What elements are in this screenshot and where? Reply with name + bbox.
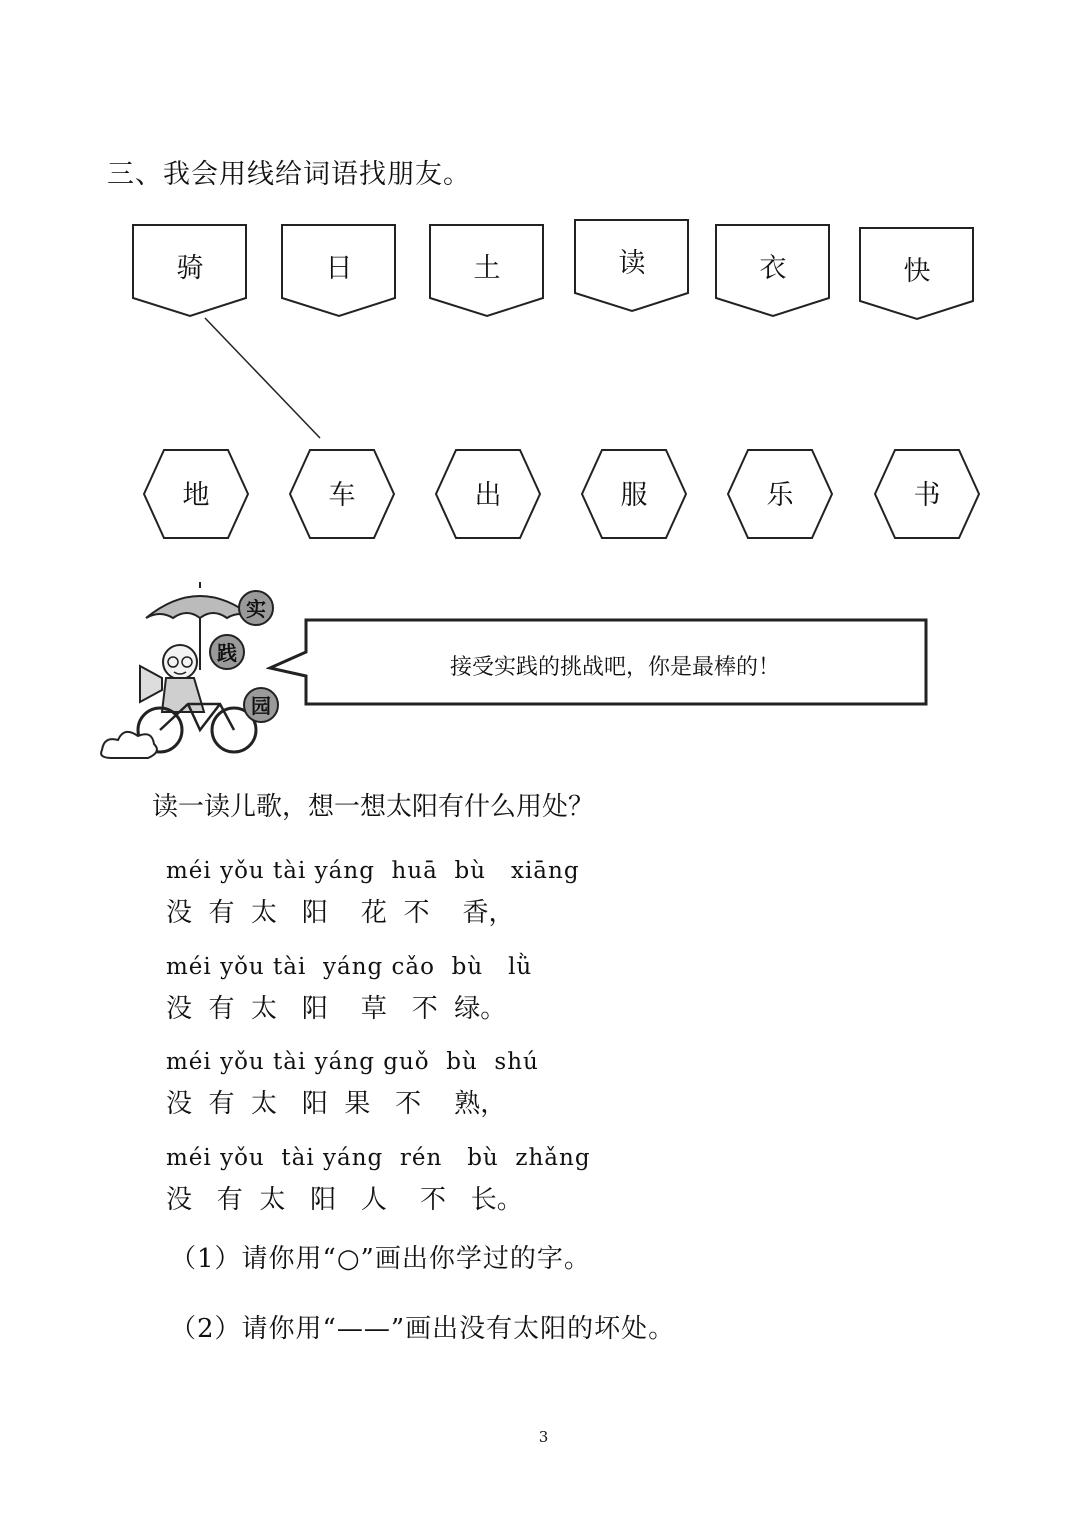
bottom-word-label: 地 xyxy=(182,480,210,511)
top-word-tag-5[interactable] xyxy=(715,224,831,320)
speech-bubble-text: 接受实践的挑战吧，你是最棒的！ xyxy=(449,655,780,680)
poem-pinyin-line-4: méi yǒu tài yáng rén bù zhǎng xyxy=(166,1145,591,1171)
top-word-label: 衣 xyxy=(759,253,787,284)
top-word-tag-3[interactable] xyxy=(429,224,545,320)
top-word-tag-1[interactable] xyxy=(132,224,248,320)
top-word-label: 日 xyxy=(325,253,353,284)
bottom-word-label: 服 xyxy=(620,480,648,511)
bottom-word-label: 书 xyxy=(913,480,941,511)
poem-pinyin-line-3: méi yǒu tài yáng guǒ bù shú xyxy=(166,1049,539,1075)
badge-practice-2: 践 xyxy=(217,641,237,665)
page-number: 3 xyxy=(538,1428,549,1446)
top-word-tag-6[interactable] xyxy=(859,227,975,323)
top-word-label: 土 xyxy=(473,253,501,284)
poem-pinyin-line-1: méi yǒu tài yáng huā bù xiāng xyxy=(166,858,580,884)
top-word-label: 快 xyxy=(903,256,931,287)
badge-practice-3: 园 xyxy=(251,694,271,718)
question-2: （2）请你用“——”画出没有太阳的坏处。 xyxy=(170,1314,676,1344)
bottom-word-label: 出 xyxy=(474,480,502,511)
top-word-tag-2[interactable] xyxy=(281,224,397,320)
top-word-label: 骑 xyxy=(176,253,204,284)
poem-hanzi-line-2: 没 有 太 阳 草 不 绿。 xyxy=(166,994,507,1024)
top-word-label: 读 xyxy=(618,248,646,279)
bottom-word-hex-3[interactable] xyxy=(434,449,542,539)
bottom-word-label: 车 xyxy=(328,480,356,511)
poem-pinyin-line-2: méi yǒu tài yáng cǎo bù lǜ xyxy=(166,954,533,980)
section-title: 三、我会用线给词语找朋友。 xyxy=(107,159,471,190)
poem-hanzi-line-1: 没 有 太 阳 花 不 香， xyxy=(166,898,515,928)
badge-practice-1: 实 xyxy=(246,597,266,621)
bottom-word-label: 乐 xyxy=(766,480,794,511)
bottom-word-hex-4[interactable] xyxy=(580,449,688,539)
bottom-word-hex-6[interactable] xyxy=(873,449,981,539)
reading-prompt: 读一读儿歌，想一想太阳有什么用处？ xyxy=(152,792,595,822)
bottom-word-hex-2[interactable] xyxy=(288,449,396,539)
poem-hanzi-line-3: 没 有 太 阳 果 不 熟， xyxy=(166,1089,507,1119)
bottom-word-hex-5[interactable] xyxy=(726,449,834,539)
question-1: （1）请你用“○”画出你学过的字。 xyxy=(170,1244,591,1274)
poem-hanzi-line-4: 没 有 太 阳 人 不 长。 xyxy=(166,1185,523,1215)
bottom-word-hex-1[interactable] xyxy=(142,449,250,539)
top-word-tag-4[interactable] xyxy=(574,219,690,315)
